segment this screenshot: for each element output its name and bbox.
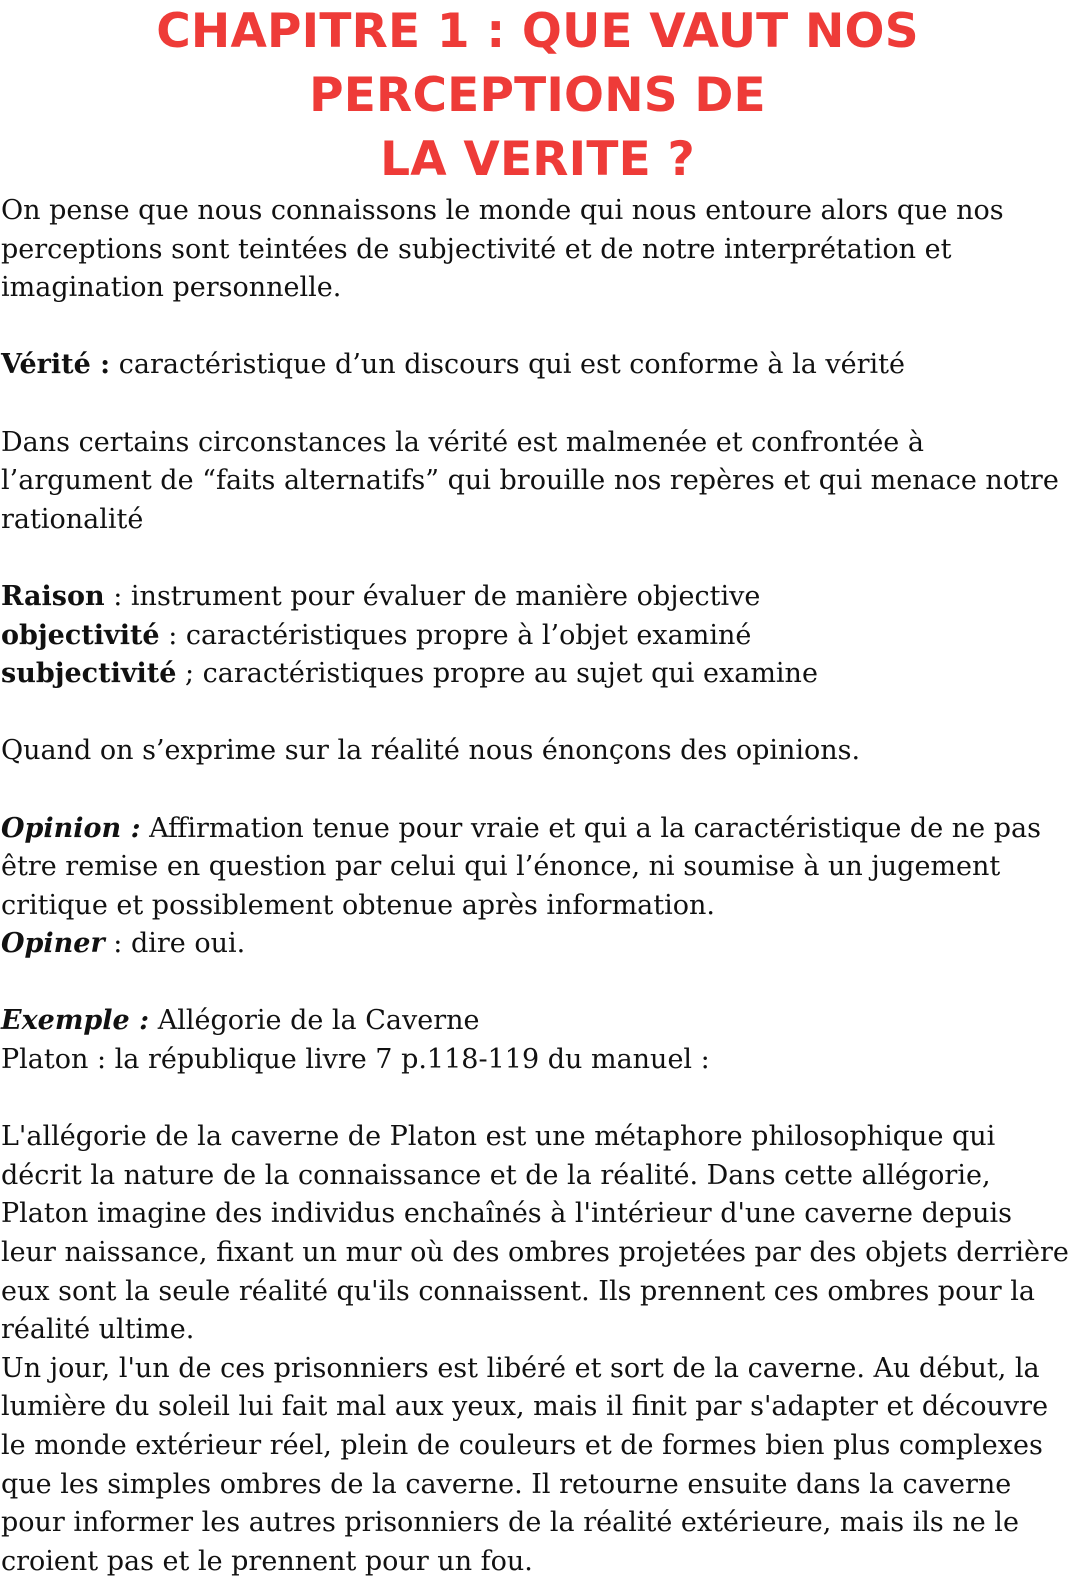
chapter-title-line-2: LA VERITE ?	[380, 132, 695, 187]
chapter-title-line-1: CHAPITRE 1 : QUE VAUT NOS PERCEPTIONS DE	[156, 4, 919, 123]
intro-paragraph: On pense que nous connaissons le monde qui nous entoure alors que nos perceptions sont teintées de subjectivité et de notre interprétation et imagination personnelle.	[1, 195, 1004, 304]
exemple-text: Allégorie de la Caverne	[149, 1005, 480, 1037]
exemple-line	[1, 1002, 1074, 1041]
definition-raison-text: : instrument pour évaluer de manière objective	[104, 580, 761, 612]
definition-verite	[1, 346, 1074, 385]
definition-verite-text: caractéristique d’un discours qui est conforme à la vérité	[110, 349, 905, 381]
document-body	[1, 192, 1074, 1581]
chapter-title	[1, 0, 1074, 192]
definition-opinion-text: Affirmation tenue pour vraie et qui a la caractéristique de ne pas être remise en question par celui qui l’énonce, ni soumise à un jugement critique et possiblement obtenue après information.	[1, 812, 1041, 921]
realite-paragraph: Quand on s’exprime sur la réalité nous énonçons des opinions.	[1, 735, 861, 767]
reference-line: Platon : la république livre 7 p.118-119 du manuel :	[1, 1044, 710, 1076]
definition-opiner	[1, 925, 1074, 964]
circonstances-paragraph: Dans certains circonstances la vérité est malmenée et confrontée à l’argument de “faits alternatifs” qui brouille nos repères et qui menace notre rationalité	[1, 426, 1059, 535]
definition-objectivite-text: : caractéristiques propre à l’objet examiné	[159, 619, 752, 651]
term-opinion: Opinion :	[1, 812, 141, 844]
term-objectivite: objectivité	[1, 619, 160, 651]
term-opiner: Opiner	[1, 928, 105, 960]
definition-raison	[1, 578, 1074, 617]
term-exemple: Exemple :	[1, 1005, 150, 1037]
definition-subjectivite-text: ; caractéristiques propre au sujet qui examine	[176, 658, 818, 690]
definition-opinion	[1, 810, 1074, 926]
definition-objectivite	[1, 617, 1074, 656]
term-raison: Raison	[1, 580, 105, 612]
definition-subjectivite	[1, 655, 1074, 694]
term-subjectivite: subjectivité	[1, 658, 177, 690]
definition-opiner-text: : dire oui.	[104, 928, 246, 960]
allegorie-paragraph-1: L'allégorie de la caverne de Platon est une métaphore philosophique qui décrit la nature de la connaissance et de la réalité. Dans cette allégorie, Platon imagine des individus enchaînés à l'intérieur d'une caverne depuis leur naissance, fixant un mur où des ombres projetées par des objets derrière eux sont la seule réalité qu'ils connaissent. Ils prennent ces ombres pour la réalité ultime.	[1, 1121, 1069, 1346]
term-verite: Vérité :	[1, 349, 111, 381]
allegorie-paragraph-2: Un jour, l'un de ces prisonniers est libéré et sort de la caverne. Au début, la lumière du soleil lui fait mal aux yeux, mais il finit par s'adapter et découvre le monde extérieur réel, plein de couleurs et de formes bien plus complexes que les simples ombres de la caverne. Il retourne ensuite dans la caverne pour informer les autres prisonniers de la réalité extérieure, mais ils ne le croient pas et le prennent pour un fou.	[1, 1352, 1049, 1577]
